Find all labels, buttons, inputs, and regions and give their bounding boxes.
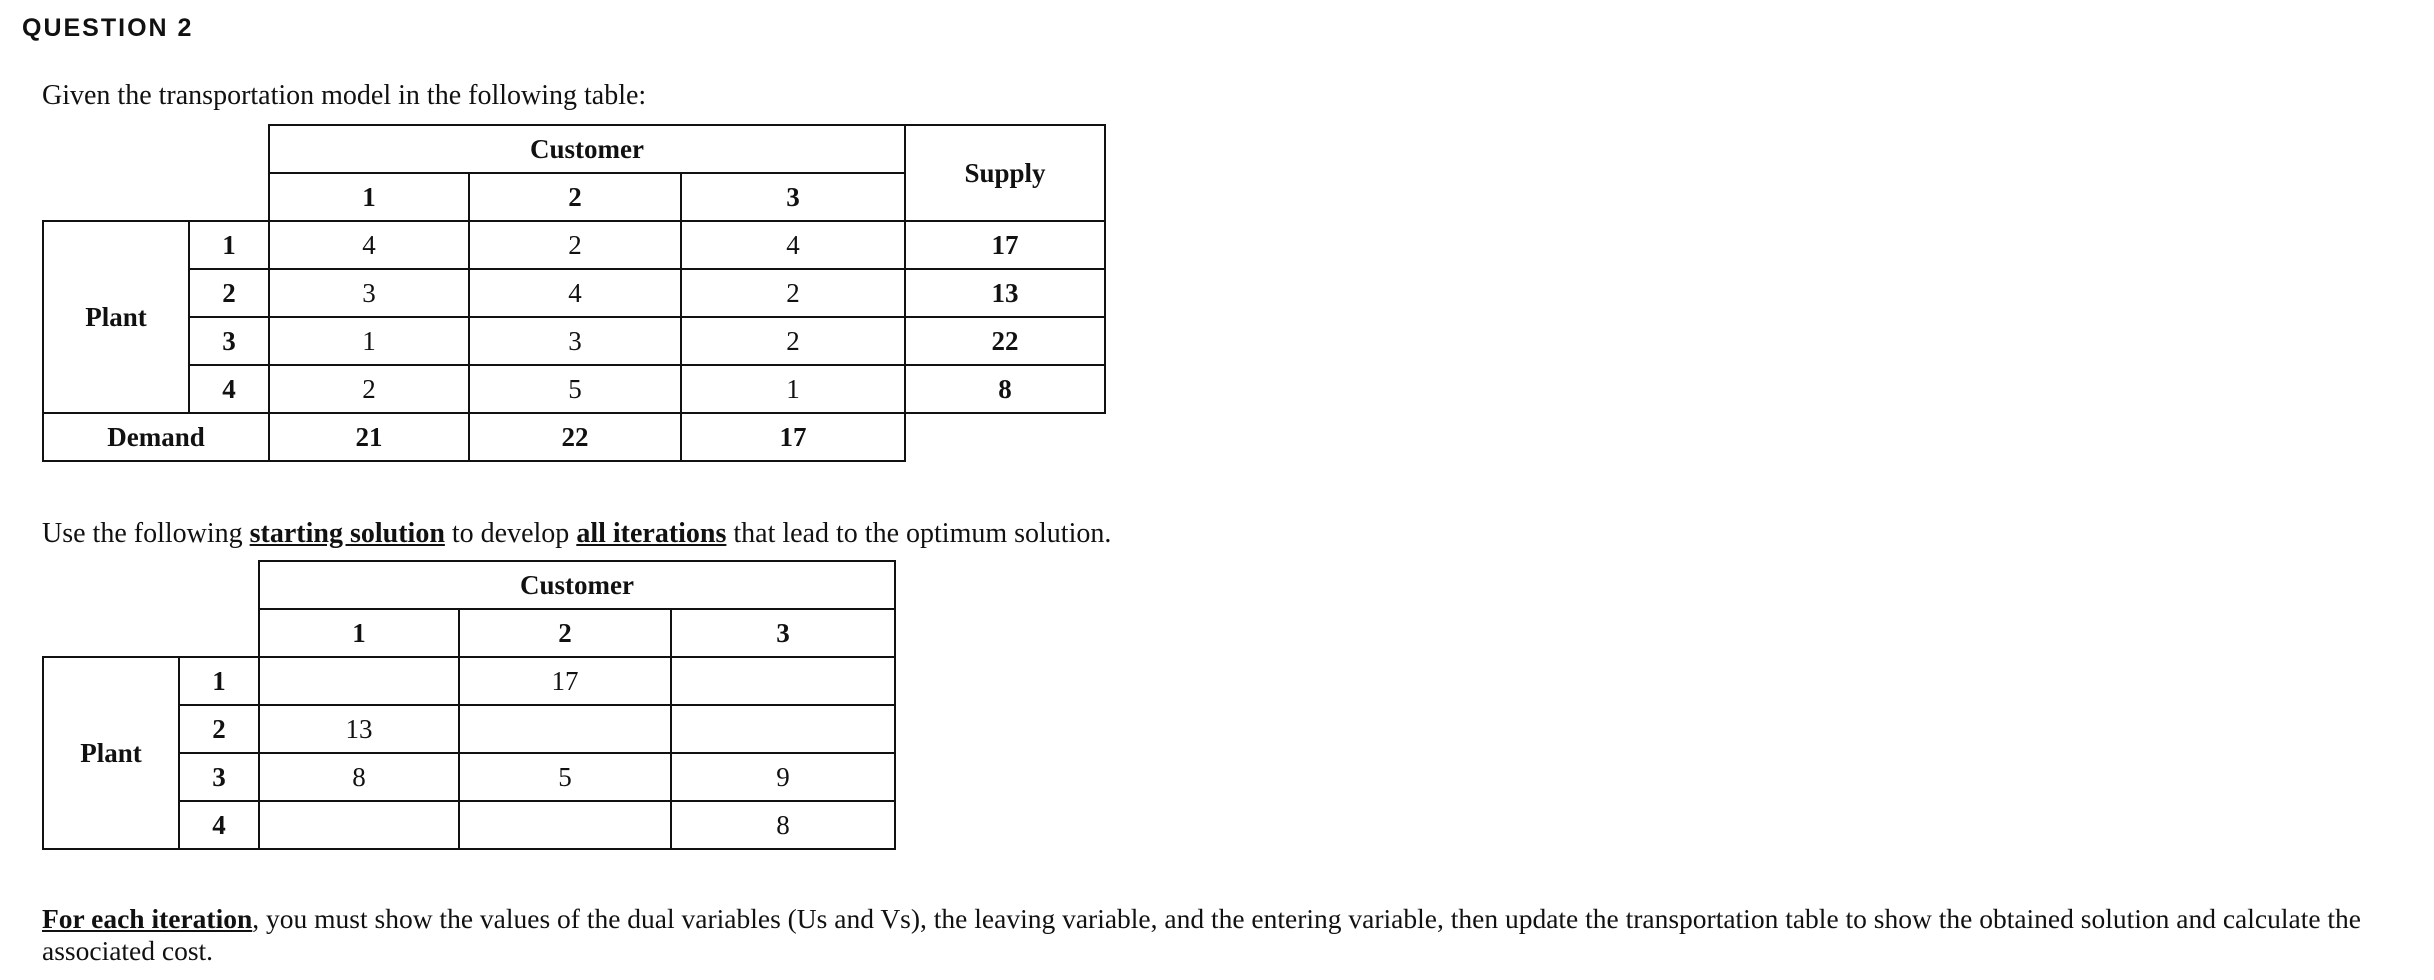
- plant-number: 2: [179, 705, 259, 753]
- plant-number: 4: [189, 365, 269, 413]
- plant-number: 4: [179, 801, 259, 849]
- note-text: , you must show the values of the dual variables (Us and Vs), the leaving variable, and the entering variable, then update the transportation table to show the obtained solution and calculate the associated cost.: [42, 903, 2362, 966]
- instruction-emphasis: starting solution: [249, 518, 445, 549]
- cost-cell: 5: [469, 365, 681, 413]
- cost-cell: 2: [681, 317, 905, 365]
- cost-cell: 2: [469, 221, 681, 269]
- question-title: QUESTION 2: [22, 14, 194, 42]
- customer-col: 1: [269, 173, 469, 221]
- table-row: [43, 657, 895, 705]
- plant-label: Plant: [43, 657, 179, 849]
- allocation-cell: [259, 657, 459, 705]
- demand-cell: 17: [681, 413, 905, 461]
- instruction-part: to develop: [444, 518, 577, 549]
- customer-header: Customer: [269, 125, 905, 173]
- demand-cell: 21: [269, 413, 469, 461]
- instruction-text: [42, 518, 1111, 550]
- cost-cell: 4: [469, 269, 681, 317]
- plant-number: 3: [189, 317, 269, 365]
- supply-header: Supply: [905, 125, 1105, 221]
- cost-cell: 1: [269, 317, 469, 365]
- demand-label: Demand: [43, 413, 269, 461]
- allocation-cell: 17: [459, 657, 671, 705]
- allocation-cell: [671, 657, 895, 705]
- cost-cell: 1: [681, 365, 905, 413]
- cost-cell: 2: [269, 365, 469, 413]
- plant-number: 3: [179, 753, 259, 801]
- demand-cell: 22: [469, 413, 681, 461]
- cost-cell: 2: [681, 269, 905, 317]
- instruction-part: Use the following: [42, 518, 250, 549]
- demand-row: [43, 413, 1105, 461]
- customer-col: 3: [681, 173, 905, 221]
- customer-col: 2: [459, 609, 671, 657]
- customer-col: 3: [671, 609, 895, 657]
- customer-header: Customer: [259, 561, 895, 609]
- iteration-note: [42, 903, 2412, 967]
- supply-cell: 8: [905, 365, 1105, 413]
- transportation-cost-table: [42, 124, 1106, 462]
- customer-col: 2: [469, 173, 681, 221]
- allocation-cell: 8: [671, 801, 895, 849]
- plant-label: Plant: [43, 221, 189, 413]
- note-emphasis: For each iteration: [42, 903, 253, 934]
- allocation-cell: [459, 801, 671, 849]
- cost-cell: 3: [469, 317, 681, 365]
- plant-number: 2: [189, 269, 269, 317]
- allocation-cell: 8: [259, 753, 459, 801]
- allocation-cell: 9: [671, 753, 895, 801]
- table-row: [43, 269, 1105, 317]
- starting-solution-table: [42, 560, 896, 850]
- supply-cell: 22: [905, 317, 1105, 365]
- supply-cell: 13: [905, 269, 1105, 317]
- plant-number: 1: [179, 657, 259, 705]
- supply-cell: 17: [905, 221, 1105, 269]
- table-row: [43, 221, 1105, 269]
- instruction-part: that lead to the optimum solution.: [726, 518, 1112, 549]
- allocation-cell: [459, 705, 671, 753]
- cost-cell: 3: [269, 269, 469, 317]
- allocation-cell: [671, 705, 895, 753]
- allocation-cell: [259, 801, 459, 849]
- customer-col: 1: [259, 609, 459, 657]
- table-row: [43, 365, 1105, 413]
- instruction-emphasis: all iterations: [576, 518, 727, 549]
- cost-cell: 4: [269, 221, 469, 269]
- intro-text: Given the transportation model in the following table:: [42, 80, 647, 111]
- cost-cell: 4: [681, 221, 905, 269]
- table-row: [43, 317, 1105, 365]
- allocation-cell: 13: [259, 705, 459, 753]
- allocation-cell: 5: [459, 753, 671, 801]
- plant-number: 1: [189, 221, 269, 269]
